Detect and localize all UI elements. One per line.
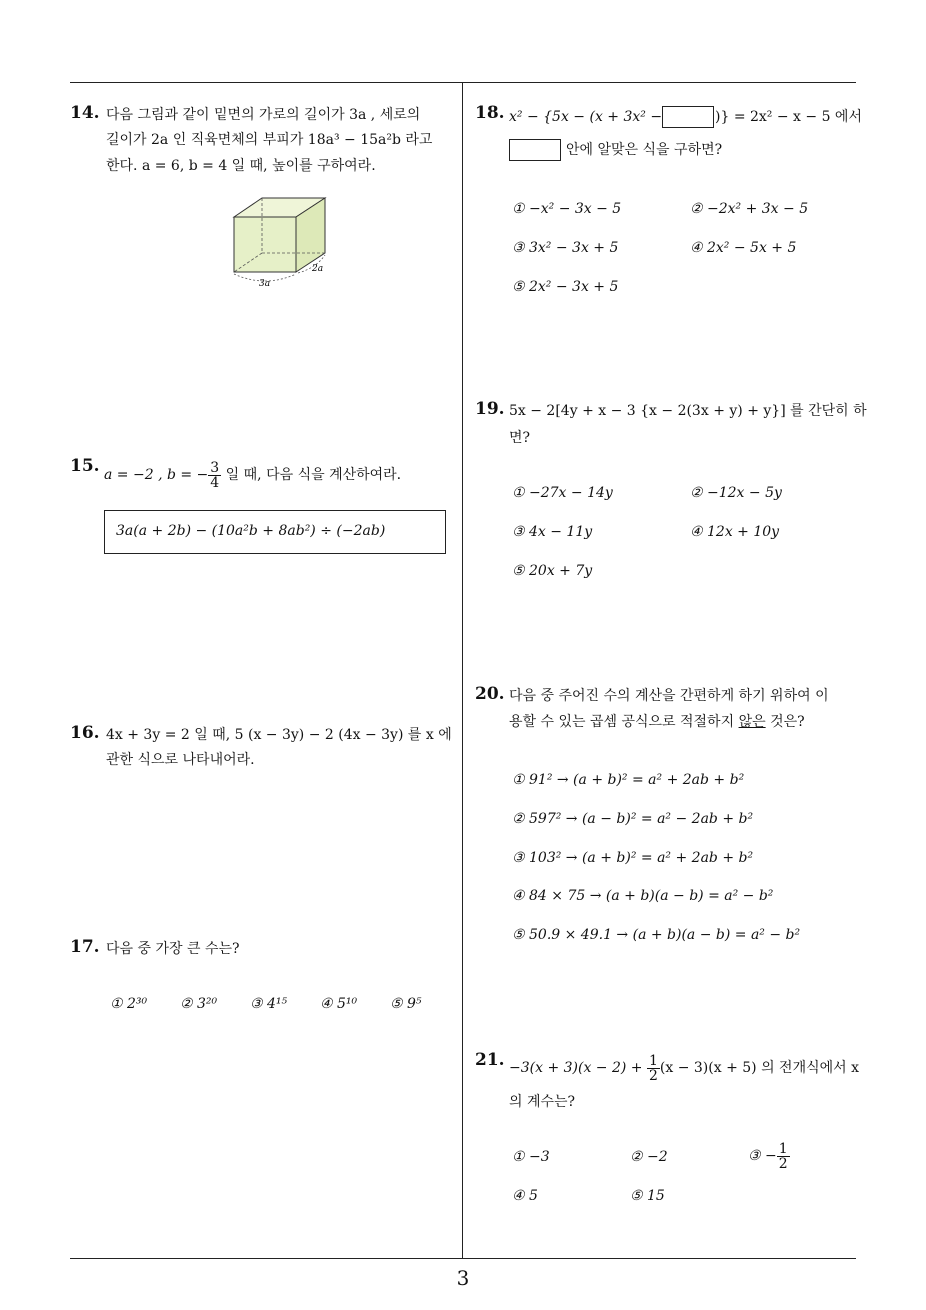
question-text-line: 관한 식으로 나타내어라.: [106, 752, 255, 768]
question-text-line: −3(x + 3)(x − 2) + $\frac{1}{2}$ (x − 3)(x + 5) 의 전개식에서 x: [509, 1052, 860, 1084]
option-2[interactable]: ② −2x² + 3x − 5: [690, 201, 809, 217]
fig-label-depth: 2a: [312, 264, 324, 274]
option-1[interactable]: ① −3: [512, 1149, 550, 1165]
cuboid-figure: [224, 192, 340, 292]
question-text-line: 면?: [509, 430, 531, 446]
option-1[interactable]: ① −27x − 14y: [512, 485, 613, 501]
option-1[interactable]: ① 2³⁰: [110, 996, 148, 1012]
option-2[interactable]: ② −12x − 5y: [690, 485, 782, 501]
question-text-line: 다음 그림과 같이 밑면의 가로의 길이가 3a , 세로의: [106, 107, 421, 123]
question-text-line: 다음 중 주어진 수의 계산을 간편하게 하기 위하여 이: [509, 688, 829, 704]
question-number: 16.: [70, 723, 100, 743]
underlined-word: 않은: [738, 714, 766, 730]
question-text-line: x² − {5x − (x + 3x² −: [509, 109, 663, 125]
question-text-line: 의 계수는?: [509, 1094, 576, 1110]
question-text-line: 5x − 2[4y + x − 3 {x − 2(3x + y) + y}] 를 간단히 하: [509, 403, 867, 419]
option-3[interactable]: ③ 103² → (a + b)² = a² + 2ab + b²: [512, 850, 754, 866]
column-divider: [462, 82, 463, 1258]
question-number: 21.: [475, 1050, 505, 1070]
question-number: 15.: [70, 456, 100, 476]
option-5[interactable]: ⑤ 50.9 × 49.1 → (a + b)(a − b) = a² − b²: [512, 927, 801, 943]
question-text-line: 안에 알맞은 식을 구하면?: [566, 142, 723, 158]
option-4[interactable]: ④ 5: [512, 1188, 538, 1204]
question-text-line: 한다. a = 6, b = 4 일 때, 높이를 구하여라.: [106, 158, 376, 174]
expression: 3a(a + 2b) − (10a²b + 8ab²) ÷ (−2ab): [116, 523, 386, 539]
fraction: $\frac{3}{4}$: [210, 459, 220, 491]
top-rule: [70, 82, 856, 83]
blank-box: [509, 139, 561, 161]
question-text-line: [104, 458, 401, 492]
option-1[interactable]: ① −x² − 3x − 5: [512, 201, 622, 217]
bottom-rule: [70, 1258, 856, 1259]
option-5[interactable]: ⑤ 9⁵: [390, 996, 422, 1012]
fraction: $\frac{1}{2}$: [648, 1052, 658, 1084]
option-5[interactable]: ⑤ 15: [630, 1188, 665, 1204]
option-2[interactable]: ② 597² → (a − b)² = a² − 2ab + b²: [512, 811, 754, 827]
option-5[interactable]: ⑤ 20x + 7y: [512, 563, 593, 579]
option-1[interactable]: ① 91² → (a + b)² = a² + 2ab + b²: [512, 772, 745, 788]
option-4[interactable]: ④ 84 × 75 → (a + b)(a − b) = a² − b²: [512, 888, 774, 904]
question-text: 일 때, 다음 식을 계산하여라.: [221, 467, 402, 483]
question-number: 14.: [70, 103, 100, 123]
option-4[interactable]: ④ 12x + 10y: [690, 524, 780, 540]
fraction: $\frac{1}{2}$: [778, 1140, 788, 1172]
blank-box: [662, 106, 714, 128]
question-number: 18.: [475, 103, 505, 123]
question-number: 17.: [70, 937, 100, 957]
option-3[interactable]: ③ 4¹⁵: [250, 996, 288, 1012]
question-text-line: 4x + 3y = 2 일 때, 5 (x − 3y) − 2 (4x − 3y) 를 x 에: [106, 727, 452, 743]
option-4[interactable]: ④ 2x² − 5x + 5: [690, 240, 797, 256]
question-number: 19.: [475, 399, 505, 419]
option-3[interactable]: ③ 4x − 11y: [512, 524, 593, 540]
question-text-line: 용할 수 있는 곱셈 공식으로 적절하지 않은 것은?: [509, 714, 805, 730]
given-values: a = −2 , b = −: [104, 467, 209, 483]
option-3[interactable]: ③ 3x² − 3x + 5: [512, 240, 619, 256]
page-number: 3: [456, 1266, 470, 1290]
option-2[interactable]: ② −2: [630, 1149, 668, 1165]
option-2[interactable]: ② 3²⁰: [180, 996, 218, 1012]
option-3[interactable]: ③ − $\frac{1}{2}$: [748, 1140, 788, 1172]
fig-label-width: 3a: [259, 279, 271, 289]
option-5[interactable]: ⑤ 2x² − 3x + 5: [512, 279, 619, 295]
option-4[interactable]: ④ 5¹⁰: [320, 996, 358, 1012]
question-text-line: 다음 중 가장 큰 수는?: [106, 941, 240, 957]
question-text-line: )} = 2x² − x − 5 에서: [715, 109, 862, 125]
question-number: 20.: [475, 684, 505, 704]
question-text-line: 길이가 2a 인 직육면체의 부피가 18a³ − 15a²b 라고: [106, 132, 433, 148]
